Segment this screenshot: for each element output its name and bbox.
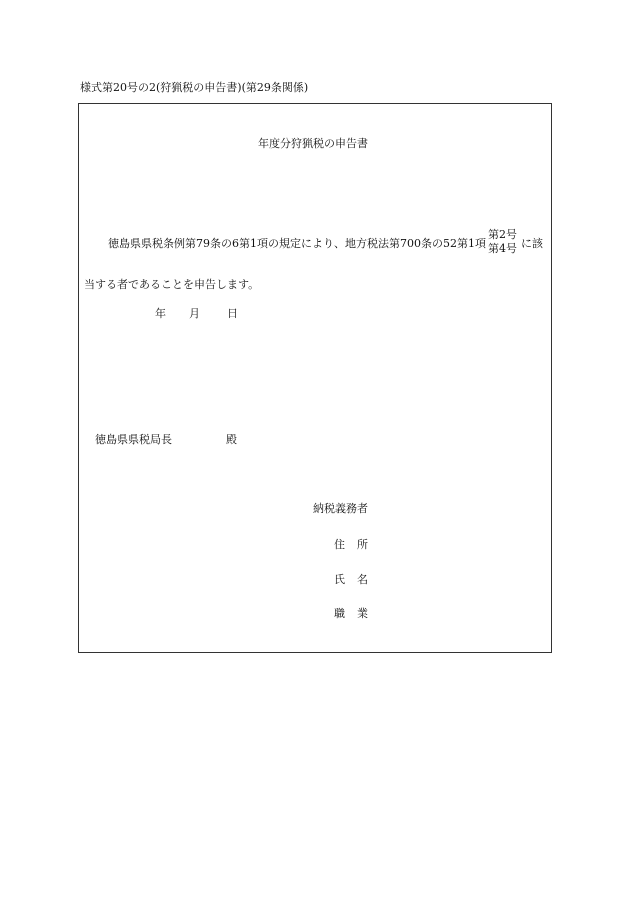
declaration-line-1-tail: に該: [521, 237, 543, 250]
declaration-line-1: 徳島県県税条例第79条の6第1項の規定により、地方税法第700条の52第1項: [108, 237, 486, 250]
item-number-4: 第4号: [488, 242, 517, 255]
item-number-2: 第2号: [488, 228, 517, 241]
date-month-label: 月: [189, 307, 200, 320]
item-number-stack: [488, 228, 517, 256]
address-label: 住所: [334, 538, 380, 551]
occupation-label: 職業: [334, 607, 380, 620]
form-frame: [78, 103, 552, 653]
addressee: 徳島県県税局長: [95, 433, 172, 446]
date-day-label: 日: [227, 307, 238, 320]
form-number: 様式第20号の2(狩猟税の申告書)(第29条関係): [80, 81, 309, 94]
taxpayer-label: 納税義務者: [313, 502, 368, 515]
document-title: 年度分狩猟税の申告書: [258, 137, 368, 150]
declaration-line-2: 当する者であることを申告します。: [84, 278, 260, 291]
name-label: 氏名: [334, 573, 380, 586]
honorific: 殿: [226, 433, 237, 446]
date-year-label: 年: [155, 307, 166, 320]
